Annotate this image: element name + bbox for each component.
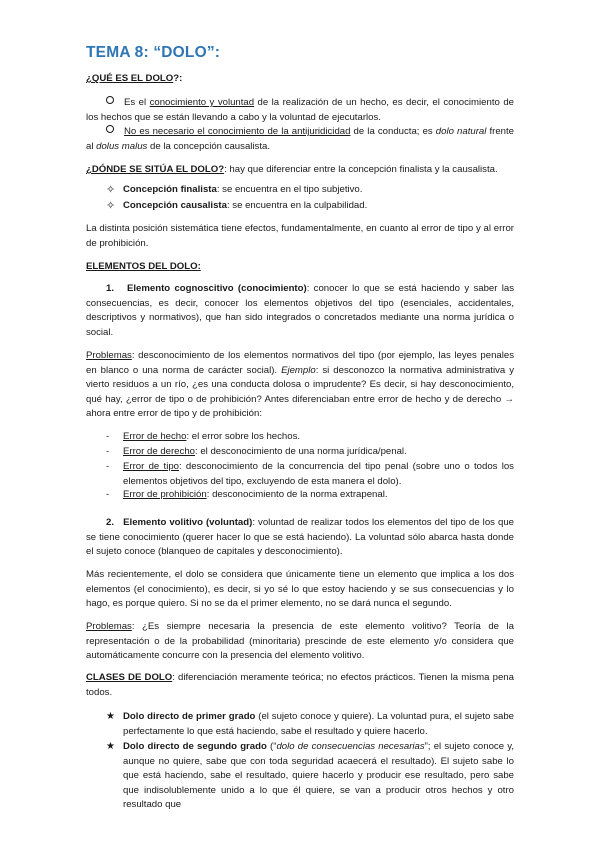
bold-text: Concepción causalista xyxy=(123,200,227,211)
text: : si desconozco la normativa administrativa y vierto residuos a un río, ¿es una conducta dolosa o imprudente? Es decir, si hay desconocimiento, qué hay, ¿error de tipo o de prohibición? Antes diferenciaban entre error de hecho y de derecho → ahora entre error de tipo y de prohibición: xyxy=(86,364,514,420)
bold-text: Dolo directo de segundo grado xyxy=(123,741,267,752)
underlined-text: Problemas xyxy=(86,621,132,632)
underlined-text: conocimiento y voluntad xyxy=(149,97,255,108)
bold-text: Elemento volitivo (voluntad) xyxy=(123,517,253,528)
hollow-circle-bullet-icon xyxy=(106,125,114,133)
underlined-text: Problemas xyxy=(86,350,132,361)
bold-text: Concepción finalista xyxy=(123,184,217,195)
bullet-conocimiento xyxy=(86,96,514,125)
underlined-text: Error de prohibición xyxy=(123,489,207,500)
heading-que-es-tail: ?: xyxy=(173,73,183,84)
underlined-text: Error de derecho xyxy=(123,446,195,457)
italic-text: dolo de consecuencias necesarias xyxy=(276,741,425,752)
four-point-star-outline-icon: ✧ xyxy=(106,200,116,212)
text: (“ xyxy=(266,741,277,752)
section-donde-se-situa xyxy=(86,163,514,178)
concepcion-causalista xyxy=(86,199,514,214)
text: Es el xyxy=(124,97,150,108)
text: : se encuentra en la culpabilidad. xyxy=(226,200,368,211)
text: frente al xyxy=(86,126,515,152)
text: de la concepción causalista. xyxy=(147,140,271,152)
heading-donde-se-situa: ¿DÓNDE SE SITÚA EL DOLO? xyxy=(86,164,225,175)
text: : ¿Es siempre necesaria la presencia de este elemento volitivo? Teoría de la representación o de la probabilidad (minoritaria) prescinde de este elemento y/o considera que automáticamente concurre con la presencia del elemento volitivo. xyxy=(86,621,514,662)
text: : el error sobre los hechos. xyxy=(186,431,301,442)
black-star-icon: ★ xyxy=(106,711,115,722)
heading-clases-dolo: CLASES DE DOLO xyxy=(86,672,173,683)
list-number: 2. xyxy=(106,517,115,528)
problemas-elemento-volitivo xyxy=(86,620,514,664)
list-number: 1. xyxy=(106,283,115,294)
error-de-derecho xyxy=(86,445,514,460)
text: : conocer lo que se está haciendo y saber las consecuencias, es decir, conocer los elementos objetivos del tipo (esenciales, accidentales, descriptivos y normativos), que han sido integrados o concretados mediante una norma jurídica o social. xyxy=(86,283,515,338)
italic-text: dolo natural xyxy=(435,126,487,137)
dolo-primer-grado xyxy=(86,710,514,740)
clases-de-dolo xyxy=(86,671,514,700)
text: : voluntad de realizar todos los elementos del tipo de los que se tiene conocimiento (querer hacer lo que se está haciendo). La voluntad sólo abarca hasta donde el sujeto conoce (blanqueo de capitales y desconocimiento). xyxy=(86,517,514,558)
dash-bullet-icon: - xyxy=(106,446,110,457)
text: ”; el sujeto conoce y, aunque no quiere, sabe que con toda seguridad acaecerá el resultado). El sujeto sabe lo que está haciendo, sabe el resultado, quiere hacerlo y producir ese resultado, pero sabe que indisolublemente unido a lo que él quiere, se van a producir otros hechos y otro resultado que xyxy=(123,741,514,811)
dash-bullet-icon: - xyxy=(106,461,110,472)
elemento-volitivo xyxy=(86,516,514,560)
heading-que-es: ¿QUÉ ES EL DOLO xyxy=(86,73,174,84)
elemento-cognoscitivo xyxy=(86,282,514,340)
problemas-elementos-normativos xyxy=(86,349,514,422)
underlined-text: Error de hecho xyxy=(123,431,187,442)
section-heading-que-es xyxy=(86,72,514,87)
text: (el sujeto conoce y quiere). La voluntad pura, el sujeto sabe perfectamente lo que está haciendo, sabe el resultado y quiere hacerlo. xyxy=(123,711,514,737)
text: de la realización de un hecho, es decir, el conocimiento de los hechos que se están llevando a cabo y la voluntad de ejecutarlos. xyxy=(86,97,514,123)
bold-text: Dolo directo de primer grado xyxy=(123,711,256,722)
italic-text: dolus malus xyxy=(96,140,148,152)
dash-bullet-icon: - xyxy=(106,431,110,442)
error-de-hecho xyxy=(86,430,514,445)
underlined-text: No es necesario el conocimiento de la antijuridicidad xyxy=(124,126,351,137)
four-point-star-outline-icon: ✧ xyxy=(106,184,116,196)
italic-text: Ejemplo xyxy=(281,364,316,376)
text: : se encuentra en el tipo subjetivo. xyxy=(216,184,363,195)
underlined-text: Error de tipo xyxy=(123,461,179,472)
text: : el desconocimiento de una norma jurídica/penal. xyxy=(195,446,407,457)
text: : desconocimiento de la norma extrapenal. xyxy=(206,489,388,500)
text: de la conducta; es xyxy=(350,126,436,137)
page-title: TEMA 8: “DOLO”: xyxy=(86,44,221,61)
error-de-prohibicion xyxy=(86,488,514,503)
paragraph-mas-recientemente: Más recientemente, el dolo se considera que únicamente tiene un elemento que implica a los dos elementos (el conocimiento), es decir, si yo sé lo que estoy haciendo y se sus consecuencias y lo hago, es porque quiero. Si no se da el primer elemento, no se dará nunca el segundo. xyxy=(86,569,514,610)
bullet-antijuridicidad xyxy=(86,125,514,154)
text: : desconocimiento de la concurrencia del tipo penal (sobre uno o todos los elementos objetivos del tipo, excluyendo de esta manera el dolo). xyxy=(123,461,514,487)
black-star-icon: ★ xyxy=(106,741,115,752)
paragraph-posicion-sistematica: La distinta posición sistemática tiene efectos, fundamentalmente, en cuanto al error de tipo y al error de prohibición. xyxy=(86,223,514,249)
dolo-segundo-grado xyxy=(86,740,514,811)
text: : diferenciación meramente teórica; no efectos prácticos. Tienen la misma pena todos. xyxy=(86,672,514,698)
text: : hay que diferenciar entre la concepción finalista y la causalista. xyxy=(224,164,498,175)
concepcion-finalista xyxy=(86,183,514,198)
error-de-tipo xyxy=(86,460,514,490)
hollow-circle-bullet-icon xyxy=(106,96,114,104)
bold-text: Elemento cognoscitivo (conocimiento) xyxy=(126,283,307,294)
heading-elementos-dolo: ELEMENTOS DEL DOLO: xyxy=(86,261,201,272)
text: : desconocimiento de los elementos normativos del tipo (por ejemplo, las leyes penales en blanco o una norma de carácter social). xyxy=(86,350,514,376)
dash-bullet-icon: - xyxy=(106,489,110,500)
